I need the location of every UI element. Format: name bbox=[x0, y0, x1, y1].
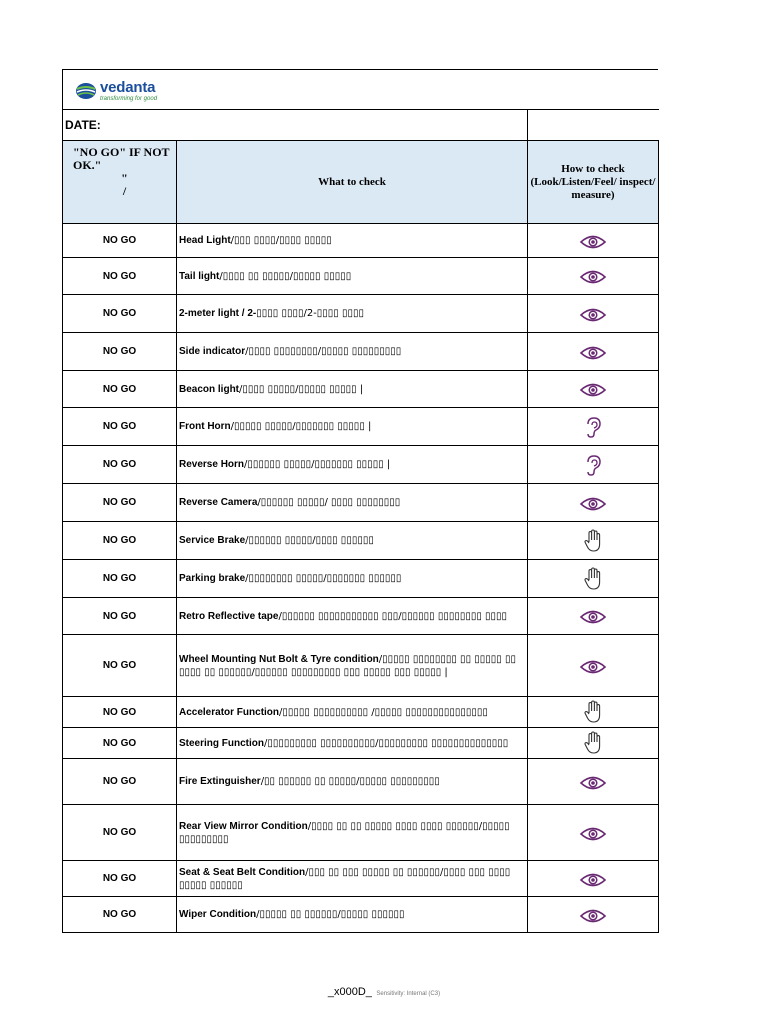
row-check-item bbox=[177, 897, 528, 933]
eye-icon bbox=[579, 380, 607, 399]
header-status-line3: / bbox=[122, 184, 127, 198]
row-method bbox=[528, 408, 659, 446]
row-status: NO GO bbox=[63, 522, 177, 560]
row-check-item bbox=[177, 560, 528, 598]
hand-icon bbox=[583, 702, 603, 721]
row-item-translation: /▯▯▯▯▯ ▯▯ ▯▯▯▯▯▯/▯▯▯▯▯ ▯▯▯▯▯▯ bbox=[256, 909, 405, 920]
row-status: NO GO bbox=[63, 635, 177, 697]
row-check-item bbox=[177, 598, 528, 635]
row-item-translation: /▯▯ ▯▯▯▯▯▯ ▯▯ ▯▯▯▯▯/▯▯▯▯▯ ▯▯▯▯▯▯▯▯▯ bbox=[260, 776, 440, 787]
table-row bbox=[63, 446, 659, 484]
row-method bbox=[528, 728, 659, 759]
date-label: DATE: bbox=[63, 110, 528, 141]
row-method bbox=[528, 861, 659, 897]
table-row bbox=[63, 635, 659, 697]
table-row bbox=[63, 295, 659, 333]
row-method bbox=[528, 258, 659, 295]
row-method bbox=[528, 560, 659, 598]
row-check-item bbox=[177, 224, 528, 258]
row-item-name: Fire Extinguisher bbox=[179, 776, 261, 787]
row-item-translation: /▯▯▯▯ ▯▯▯▯▯/▯▯▯▯▯ ▯▯▯▯▯ | bbox=[239, 383, 364, 395]
row-status: NO GO bbox=[63, 759, 177, 805]
row-status: NO GO bbox=[63, 446, 177, 484]
footer-sensitivity: Sensitivity: Internal (C3) bbox=[376, 991, 441, 997]
header-how-to-check: How to check (Look/Listen/Feel/ inspect/ measure) bbox=[528, 141, 659, 224]
row-item-translation: /▯▯▯▯ ▯▯ ▯▯ ▯▯▯▯▯ ▯▯▯▯ ▯▯▯▯ ▯▯▯▯▯▯/▯▯▯▯▯ ▯▯▯▯▯▯▯▯▯ bbox=[179, 820, 510, 845]
table-row bbox=[63, 258, 659, 295]
row-item-translation: /▯▯▯▯▯▯▯▯ ▯▯▯▯▯/▯▯▯▯▯▯▯ ▯▯▯▯▯▯ bbox=[245, 573, 402, 584]
eye-icon bbox=[579, 304, 607, 323]
row-item-name: Beacon light bbox=[179, 383, 240, 395]
page-footer bbox=[0, 982, 768, 1000]
row-item-name: Service Brake bbox=[179, 535, 246, 546]
row-check-item bbox=[177, 697, 528, 728]
row-item-name: Retro Reflective tape bbox=[179, 610, 279, 622]
table-row bbox=[63, 484, 659, 522]
row-item-translation: /▯▯▯▯▯ ▯▯▯▯▯▯▯▯▯▯ /▯▯▯▯▯ ▯▯▯▯▯▯▯▯▯▯▯▯▯▯▯ bbox=[279, 706, 488, 718]
row-status: NO GO bbox=[63, 224, 177, 258]
row-status: NO GO bbox=[63, 258, 177, 295]
row-status: NO GO bbox=[63, 805, 177, 861]
row-check-item bbox=[177, 484, 528, 522]
row-item-translation: /▯▯▯▯▯▯ ▯▯▯▯▯▯▯▯▯▯▯ ▯▯▯/▯▯▯▯▯▯ ▯▯▯▯▯▯▯▯ ▯▯▯▯ bbox=[278, 610, 508, 622]
row-item-translation: /▯▯▯▯▯▯ ▯▯▯▯▯/▯▯▯▯▯▯▯ ▯▯▯▯▯ | bbox=[244, 459, 391, 470]
eye-icon bbox=[579, 267, 607, 286]
vedanta-logo-icon bbox=[75, 82, 97, 100]
row-item-translation: /▯▯▯ ▯▯ ▯▯▯ ▯▯▯▯▯ ▯▯ ▯▯▯▯▯▯/▯▯▯▯ ▯▯▯ ▯▯▯▯ ▯▯▯▯▯ ▯▯▯▯▯▯ bbox=[179, 866, 511, 891]
row-status: NO GO bbox=[63, 560, 177, 598]
row-item-name: Rear View Mirror Condition bbox=[179, 820, 308, 832]
row-check-item bbox=[177, 258, 528, 295]
row-status: NO GO bbox=[63, 295, 177, 333]
row-method bbox=[528, 697, 659, 728]
ear-icon bbox=[583, 416, 603, 435]
row-method bbox=[528, 371, 659, 408]
row-status: NO GO bbox=[63, 484, 177, 522]
date-row bbox=[63, 110, 659, 141]
row-item-translation: ▯▯▯▯ ▯▯▯▯/2-▯▯▯▯ ▯▯▯▯ bbox=[256, 308, 364, 319]
header-what-to-check: What to check bbox=[177, 141, 528, 224]
table-row bbox=[63, 759, 659, 805]
row-check-item bbox=[177, 408, 528, 446]
table-row bbox=[63, 371, 659, 408]
row-status: NO GO bbox=[63, 728, 177, 759]
row-method bbox=[528, 333, 659, 371]
row-check-item bbox=[177, 759, 528, 805]
row-check-item bbox=[177, 522, 528, 560]
row-method bbox=[528, 522, 659, 560]
row-method bbox=[528, 446, 659, 484]
table-row bbox=[63, 560, 659, 598]
table-row bbox=[63, 408, 659, 446]
row-check-item bbox=[177, 371, 528, 408]
header-status-line1: "NO GO" IF NOT OK." bbox=[73, 145, 170, 172]
header-status-line2: " bbox=[121, 171, 128, 185]
table-row bbox=[63, 598, 659, 635]
table-row bbox=[63, 861, 659, 897]
row-method bbox=[528, 598, 659, 635]
row-item-name: 2-meter light / 2- bbox=[179, 308, 257, 319]
row-item-translation: /▯▯▯▯ ▯▯ ▯▯▯▯▯/▯▯▯▯▯ ▯▯▯▯▯ bbox=[219, 270, 352, 282]
row-item-name: Wiper Condition bbox=[179, 909, 257, 920]
row-method bbox=[528, 635, 659, 697]
row-item-name: Head Light bbox=[179, 235, 231, 246]
row-item-translation: /▯▯▯ ▯▯▯▯/▯▯▯▯ ▯▯▯▯▯ bbox=[230, 235, 332, 246]
row-item-name: Accelerator Function bbox=[179, 706, 280, 718]
logo-row bbox=[62, 69, 658, 109]
row-method bbox=[528, 897, 659, 933]
row-item-name: Reverse Horn bbox=[179, 459, 245, 470]
eye-icon bbox=[579, 823, 607, 842]
row-item-name: Front Horn bbox=[179, 421, 231, 432]
eye-icon bbox=[579, 493, 607, 512]
row-item-name: Reverse Camera bbox=[179, 497, 258, 508]
ear-icon bbox=[583, 454, 603, 473]
row-item-name: Steering Function bbox=[179, 737, 264, 749]
eye-icon bbox=[579, 607, 607, 626]
row-item-name: Seat & Seat Belt Condition bbox=[179, 866, 306, 878]
row-check-item bbox=[177, 728, 528, 759]
date-value-field[interactable] bbox=[528, 110, 659, 141]
hand-icon bbox=[583, 568, 603, 587]
table-row bbox=[63, 697, 659, 728]
row-status: NO GO bbox=[63, 697, 177, 728]
checklist-sheet bbox=[62, 69, 658, 933]
eye-icon bbox=[579, 342, 607, 361]
row-status: NO GO bbox=[63, 371, 177, 408]
brand-name: vedanta bbox=[100, 79, 156, 96]
table-row bbox=[63, 897, 659, 933]
checklist-table bbox=[62, 109, 659, 933]
row-check-item bbox=[177, 805, 528, 861]
table-row bbox=[63, 805, 659, 861]
row-item-translation: /▯▯▯▯▯▯ ▯▯▯▯▯/ ▯▯▯▯ ▯▯▯▯▯▯▯▯ bbox=[257, 497, 401, 508]
row-item-translation: /▯▯▯▯▯ ▯▯▯▯▯▯▯▯ ▯▯ ▯▯▯▯▯ ▯▯ ▯▯▯▯ ▯▯ ▯▯▯▯▯▯/▯▯▯▯▯▯ ▯▯▯▯▯▯▯▯▯ ▯▯▯ ▯▯▯▯▯ ▯▯▯ ▯▯▯▯▯ | bbox=[179, 653, 516, 678]
row-item-name: Parking brake bbox=[179, 573, 246, 584]
eye-icon bbox=[579, 905, 607, 924]
row-method bbox=[528, 224, 659, 258]
table-row bbox=[63, 333, 659, 371]
row-check-item bbox=[177, 446, 528, 484]
row-check-item bbox=[177, 295, 528, 333]
row-check-item bbox=[177, 861, 528, 897]
row-method bbox=[528, 295, 659, 333]
row-item-translation: /▯▯▯▯▯▯ ▯▯▯▯▯/▯▯▯▯ ▯▯▯▯▯▯ bbox=[245, 535, 374, 546]
eye-icon bbox=[579, 869, 607, 888]
row-item-name: Wheel Mounting Nut Bolt & Tyre condition bbox=[179, 653, 379, 665]
row-item-name: Tail light bbox=[179, 270, 220, 282]
eye-icon bbox=[579, 772, 607, 791]
row-check-item bbox=[177, 635, 528, 697]
row-status: NO GO bbox=[63, 897, 177, 933]
row-method bbox=[528, 805, 659, 861]
hand-icon bbox=[583, 733, 603, 752]
brand-tagline: transforming for good bbox=[100, 96, 158, 102]
table-row bbox=[63, 728, 659, 759]
eye-icon bbox=[579, 231, 607, 250]
table-row bbox=[63, 522, 659, 560]
row-item-name: Side indicator bbox=[179, 346, 246, 357]
header-row bbox=[63, 141, 659, 224]
row-method bbox=[528, 484, 659, 522]
footer-code: _x000D_ bbox=[327, 986, 372, 998]
table-row bbox=[63, 224, 659, 258]
row-item-translation: /▯▯▯▯ ▯▯▯▯▯▯▯▯/▯▯▯▯▯ ▯▯▯▯▯▯▯▯▯ bbox=[245, 346, 402, 357]
row-status: NO GO bbox=[63, 598, 177, 635]
row-item-translation: /▯▯▯▯▯▯▯▯▯ ▯▯▯▯▯▯▯▯▯▯/▯▯▯▯▯▯▯▯▯ ▯▯▯▯▯▯▯▯▯▯▯▯▯▯ bbox=[264, 737, 509, 749]
header-status bbox=[63, 141, 177, 224]
row-status: NO GO bbox=[63, 408, 177, 446]
hand-icon bbox=[583, 530, 603, 549]
row-status: NO GO bbox=[63, 333, 177, 371]
row-status: NO GO bbox=[63, 861, 177, 897]
row-item-translation: /▯▯▯▯▯ ▯▯▯▯▯/▯▯▯▯▯▯▯ ▯▯▯▯▯ | bbox=[230, 421, 372, 432]
row-method bbox=[528, 759, 659, 805]
row-check-item bbox=[177, 333, 528, 371]
vedanta-logo bbox=[75, 79, 157, 102]
eye-icon bbox=[579, 656, 607, 675]
